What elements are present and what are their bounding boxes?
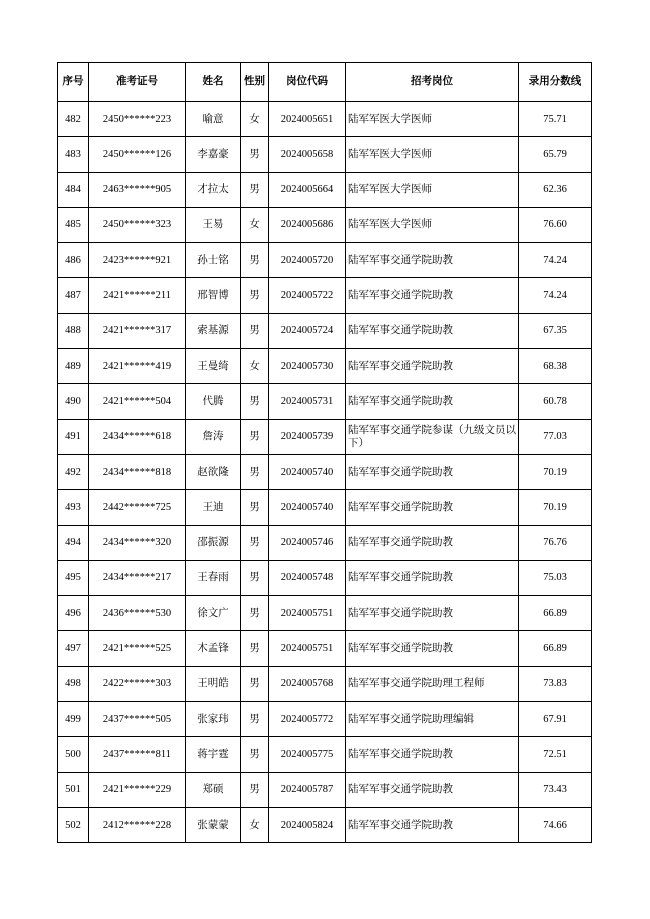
cell-post: 陆军军事交通学院助教 [346,490,519,525]
cell-post-code: 2024005787 [269,772,346,807]
cell-post-code: 2024005664 [269,172,346,207]
cell-name: 赵欲隆 [186,454,241,489]
cell-post-code: 2024005746 [269,525,346,560]
cell-ticket-number: 2421******317 [89,313,186,348]
cell-name: 索基源 [186,313,241,348]
cell-score: 76.76 [519,525,592,560]
cell-gender: 男 [241,384,269,419]
cell-index: 495 [58,560,89,595]
cell-name: 喻意 [186,102,241,137]
cell-post-code: 2024005751 [269,596,346,631]
cell-post-code: 2024005658 [269,137,346,172]
table-row [58,172,592,207]
cell-post-code: 2024005730 [269,349,346,384]
cell-score: 65.79 [519,137,592,172]
cell-score: 74.24 [519,243,592,278]
table-row [58,278,592,313]
cell-index: 497 [58,631,89,666]
col-header-name: 姓名 [186,63,241,102]
cell-score: 68.38 [519,349,592,384]
cell-ticket-number: 2422******303 [89,666,186,701]
table-row [58,737,592,772]
cell-post: 陆军军事交通学院助教 [346,384,519,419]
cell-index: 493 [58,490,89,525]
cell-score: 73.83 [519,666,592,701]
cell-name: 徐文广 [186,596,241,631]
cell-gender: 男 [241,596,269,631]
cell-post-code: 2024005720 [269,243,346,278]
table-row [58,772,592,807]
cell-ticket-number: 2450******126 [89,137,186,172]
table-row [58,102,592,137]
table-body [58,102,592,843]
cell-score: 73.43 [519,772,592,807]
col-header-post-code: 岗位代码 [269,63,346,102]
cell-index: 502 [58,807,89,842]
cell-name: 才拉太 [186,172,241,207]
cell-name: 木孟锋 [186,631,241,666]
cell-post-code: 2024005772 [269,702,346,737]
cell-name: 詹涛 [186,419,241,454]
table-row [58,137,592,172]
cell-post-code: 2024005724 [269,313,346,348]
cell-post-code: 2024005740 [269,454,346,489]
cell-index: 483 [58,137,89,172]
cell-gender: 男 [241,631,269,666]
cell-ticket-number: 2434******818 [89,454,186,489]
cell-index: 482 [58,102,89,137]
cell-name: 张家玮 [186,702,241,737]
col-header-index: 序号 [58,63,89,102]
cell-gender: 女 [241,207,269,242]
cell-post: 陆军军事交通学院助教 [346,525,519,560]
cell-score: 76.60 [519,207,592,242]
header-row [58,63,592,102]
table-row [58,349,592,384]
cell-score: 72.51 [519,737,592,772]
cell-ticket-number: 2450******223 [89,102,186,137]
cell-gender: 男 [241,137,269,172]
cell-ticket-number: 2434******217 [89,560,186,595]
col-header-gender: 性别 [241,63,269,102]
cell-post: 陆军军事交通学院助教 [346,807,519,842]
cell-ticket-number: 2421******211 [89,278,186,313]
cell-score: 74.66 [519,807,592,842]
cell-gender: 男 [241,278,269,313]
cell-index: 486 [58,243,89,278]
cell-index: 498 [58,666,89,701]
cell-gender: 女 [241,102,269,137]
cell-gender: 男 [241,172,269,207]
cell-ticket-number: 2412******228 [89,807,186,842]
cell-name: 王迪 [186,490,241,525]
table-row [58,631,592,666]
cell-index: 489 [58,349,89,384]
cell-score: 74.24 [519,278,592,313]
cell-name: 蒋宇霆 [186,737,241,772]
cell-ticket-number: 2434******618 [89,419,186,454]
cell-score: 66.89 [519,631,592,666]
cell-ticket-number: 2421******504 [89,384,186,419]
cell-index: 492 [58,454,89,489]
cell-ticket-number: 2442******725 [89,490,186,525]
cell-index: 491 [58,419,89,454]
cell-post: 陆军军事交通学院助理编辑 [346,702,519,737]
table-row [58,207,592,242]
cell-score: 70.19 [519,490,592,525]
cell-ticket-number: 2450******323 [89,207,186,242]
col-header-post: 招考岗位 [346,63,519,102]
cell-score: 75.71 [519,102,592,137]
cell-post-code: 2024005748 [269,560,346,595]
cell-ticket-number: 2423******921 [89,243,186,278]
cell-score: 67.91 [519,702,592,737]
table-row [58,525,592,560]
cell-post: 陆军军事交通学院助教 [346,631,519,666]
cell-ticket-number: 2434******320 [89,525,186,560]
cell-score: 75.03 [519,560,592,595]
cell-ticket-number: 2437******505 [89,702,186,737]
cell-post: 陆军军事交通学院助教 [346,313,519,348]
cell-gender: 男 [241,243,269,278]
cell-post: 陆军军事交通学院助理工程师 [346,666,519,701]
table-row [58,384,592,419]
cell-post-code: 2024005775 [269,737,346,772]
cell-gender: 男 [241,666,269,701]
cell-index: 485 [58,207,89,242]
cell-score: 67.35 [519,313,592,348]
cell-index: 488 [58,313,89,348]
cell-name: 李嘉豪 [186,137,241,172]
table-row [58,313,592,348]
cell-gender: 女 [241,807,269,842]
cell-post-code: 2024005751 [269,631,346,666]
cell-gender: 男 [241,454,269,489]
cell-index: 500 [58,737,89,772]
cell-post-code: 2024005824 [269,807,346,842]
cell-score: 77.03 [519,419,592,454]
cell-post-code: 2024005686 [269,207,346,242]
col-header-ticket: 准考证号 [89,63,186,102]
cell-post-code: 2024005740 [269,490,346,525]
cell-post: 陆军军医大学医师 [346,172,519,207]
cell-gender: 男 [241,772,269,807]
cell-name: 王曼绮 [186,349,241,384]
cell-ticket-number: 2421******419 [89,349,186,384]
cell-gender: 男 [241,737,269,772]
cell-post: 陆军军事交通学院助教 [346,454,519,489]
cell-ticket-number: 2421******525 [89,631,186,666]
table-row [58,702,592,737]
table-row [58,807,592,842]
cell-name: 王易 [186,207,241,242]
cell-post: 陆军军事交通学院助教 [346,560,519,595]
cell-name: 王春雨 [186,560,241,595]
cell-index: 501 [58,772,89,807]
cell-name: 孙士铭 [186,243,241,278]
cell-score: 60.78 [519,384,592,419]
cell-post-code: 2024005739 [269,419,346,454]
admission-score-table [57,62,592,843]
cell-index: 487 [58,278,89,313]
cell-post: 陆军军医大学医师 [346,137,519,172]
cell-name: 邢智博 [186,278,241,313]
cell-name: 邵振源 [186,525,241,560]
cell-score: 70.19 [519,454,592,489]
cell-post: 陆军军事交通学院助教 [346,772,519,807]
cell-ticket-number: 2437******811 [89,737,186,772]
cell-post-code: 2024005722 [269,278,346,313]
cell-gender: 男 [241,313,269,348]
cell-post: 陆军军医大学医师 [346,102,519,137]
cell-gender: 男 [241,702,269,737]
cell-name: 郑硕 [186,772,241,807]
cell-score: 62.36 [519,172,592,207]
cell-post: 陆军军事交通学院助教 [346,278,519,313]
cell-post-code: 2024005651 [269,102,346,137]
cell-score: 66.89 [519,596,592,631]
cell-gender: 男 [241,490,269,525]
cell-index: 494 [58,525,89,560]
cell-post-code: 2024005768 [269,666,346,701]
cell-index: 499 [58,702,89,737]
cell-post: 陆军军事交通学院助教 [346,737,519,772]
table-row [58,560,592,595]
cell-ticket-number: 2463******905 [89,172,186,207]
cell-post: 陆军军事交通学院助教 [346,349,519,384]
cell-index: 490 [58,384,89,419]
table-row [58,666,592,701]
cell-name: 代腾 [186,384,241,419]
cell-post: 陆军军事交通学院助教 [346,243,519,278]
cell-post: 陆军军事交通学院参谋（九级文员以下） [346,419,519,454]
cell-name: 王明皓 [186,666,241,701]
cell-index: 496 [58,596,89,631]
cell-index: 484 [58,172,89,207]
table-row [58,454,592,489]
cell-name: 张蒙蒙 [186,807,241,842]
cell-gender: 男 [241,525,269,560]
table-row [58,490,592,525]
cell-gender: 男 [241,560,269,595]
cell-post: 陆军军事交通学院助教 [346,596,519,631]
cell-gender: 女 [241,349,269,384]
cell-gender: 男 [241,419,269,454]
table-row [58,419,592,454]
cell-post: 陆军军医大学医师 [346,207,519,242]
cell-post-code: 2024005731 [269,384,346,419]
cell-ticket-number: 2421******229 [89,772,186,807]
table-row [58,243,592,278]
cell-ticket-number: 2436******530 [89,596,186,631]
table-row [58,596,592,631]
col-header-score-line: 录用分数线 [519,63,592,102]
